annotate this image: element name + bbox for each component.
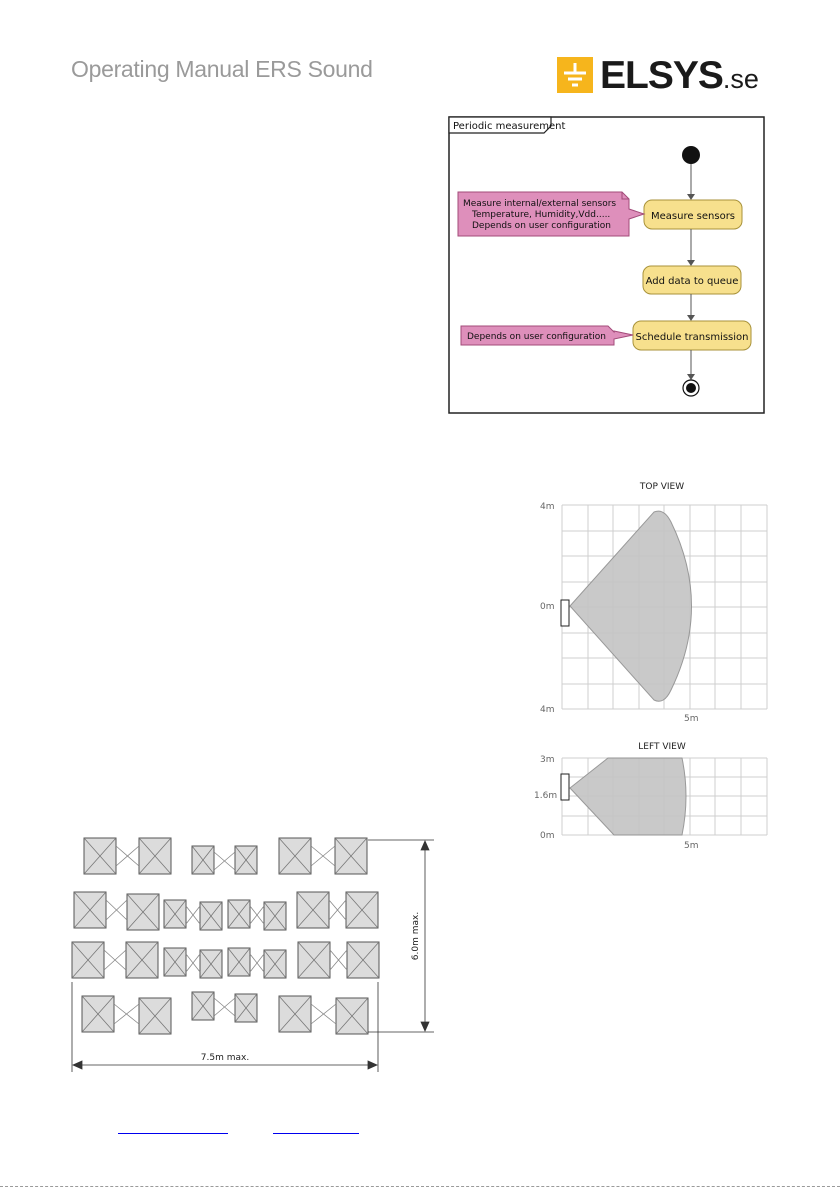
desk-row-2 <box>74 892 378 930</box>
height-label: 6.0m max. <box>411 911 421 961</box>
left-view-diagram <box>532 738 782 850</box>
footer-link-1[interactable] <box>118 1132 228 1134</box>
desk-row-3 <box>72 942 379 978</box>
top-view-y-bottom: 4m <box>540 705 555 715</box>
top-view-diagram <box>532 478 782 723</box>
node-queue-label: Add data to queue <box>645 276 739 287</box>
left-view-y-top: 3m <box>540 755 555 765</box>
left-view-y-bottom: 0m <box>540 831 555 841</box>
node-measure-label: Measure sensors <box>650 211 736 222</box>
logo-brand: ELSYS <box>600 54 723 97</box>
activity-diagram <box>448 116 765 414</box>
top-view-title: TOP VIEW <box>639 482 685 492</box>
top-view-x-label: 5m <box>684 714 699 723</box>
footer-link-2[interactable] <box>273 1132 359 1134</box>
logo-suffix: .se <box>722 64 759 94</box>
left-view-coverage <box>570 758 686 835</box>
document-title: Operating Manual ERS Sound <box>71 56 373 82</box>
note1-line2: Temperature, Humidity,Vdd..... <box>472 210 611 220</box>
start-node <box>682 146 700 164</box>
left-view-x-label: 5m <box>684 841 699 850</box>
desk-layout-diagram <box>68 832 448 1074</box>
sensor-icon <box>561 774 569 800</box>
left-view-title: LEFT VIEW <box>638 742 686 752</box>
logo-wordmark <box>600 54 759 98</box>
node-schedule-label: Schedule transmission <box>635 332 749 343</box>
left-view-y-mid: 1.6m <box>534 791 558 801</box>
page-bottom-divider <box>0 1186 840 1187</box>
desk-row-4 <box>82 992 368 1034</box>
sensor-icon <box>561 600 569 626</box>
frame-title: Periodic measurement <box>453 121 566 132</box>
elsys-logo <box>557 56 769 96</box>
note1-line3: Depends on user configuration <box>472 221 611 231</box>
diagram-frame <box>449 117 764 413</box>
desk-row-1 <box>84 838 367 874</box>
note2-text: Depends on user configuration <box>467 332 606 342</box>
top-view-y-top: 4m <box>540 502 555 512</box>
logo-ground-icon <box>557 57 593 93</box>
note1-line1: Measure internal/external sensors <box>463 199 617 209</box>
top-view-y-mid: 0m <box>540 602 555 612</box>
width-label: 7.5m max. <box>200 1053 250 1063</box>
